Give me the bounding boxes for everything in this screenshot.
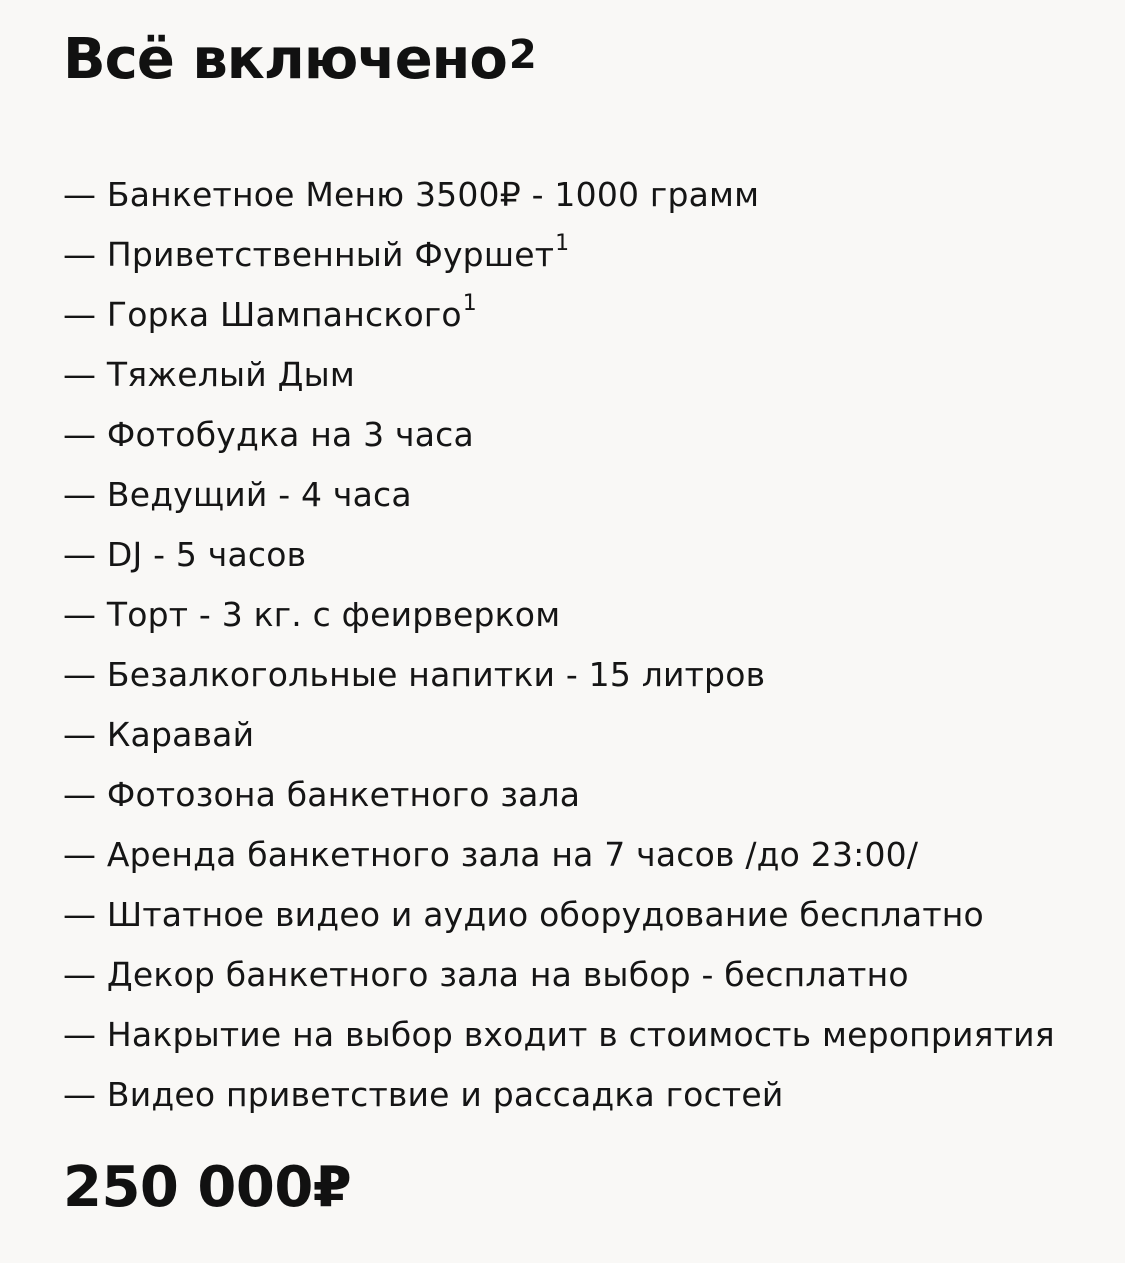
list-item-text: — Декор банкетного зала на выбор - бесплатно [63, 955, 909, 994]
list-item [63, 225, 1103, 285]
list-item-text: — Накрытие на выбор входит в стоимость мероприятия [63, 1015, 1055, 1054]
list-item [63, 825, 1103, 885]
list-item [63, 1005, 1103, 1065]
list-item [63, 405, 1103, 465]
package-card [63, 18, 1103, 1125]
list-item-text: — Безалкогольные напитки - 15 литров [63, 655, 766, 694]
list-item [63, 1065, 1103, 1125]
package-price: 250 000₽ [63, 1155, 352, 1220]
list-item [63, 345, 1103, 405]
list-item-footnote: 1 [555, 231, 570, 256]
package-title [63, 18, 1103, 102]
list-item-footnote: 1 [462, 291, 477, 316]
list-item [63, 885, 1103, 945]
list-item [63, 705, 1103, 765]
list-item-text: — Видео приветствие и рассадка гостей [63, 1075, 784, 1114]
list-item-text: — Ведущий - 4 часа [63, 475, 412, 514]
included-items-list [63, 165, 1103, 1125]
list-item-text: — Горка Шампанского [63, 295, 462, 334]
list-item [63, 645, 1103, 705]
list-item-text: — DJ - 5 часов [63, 535, 307, 574]
list-item-text: — Банкетное Меню 3500₽ - 1000 грамм [63, 175, 760, 214]
list-item [63, 765, 1103, 825]
list-item [63, 465, 1103, 525]
package-title-footnote: 2 [508, 32, 536, 78]
list-item-text: — Аренда банкетного зала на 7 часов /до 23:00/ [63, 835, 919, 874]
list-item [63, 585, 1103, 645]
list-item-text: — Фотобудка на 3 часа [63, 415, 474, 454]
list-item-text: — Приветственный Фуршет [63, 235, 555, 274]
list-item [63, 525, 1103, 585]
list-item-text: — Каравай [63, 715, 255, 754]
list-item [63, 285, 1103, 345]
package-title-text: Всё включено [63, 27, 507, 92]
list-item [63, 945, 1103, 1005]
list-item-text: — Штатное видео и аудио оборудование бесплатно [63, 895, 984, 934]
list-item-text: — Фотозона банкетного зала [63, 775, 581, 814]
list-item-text: — Тяжелый Дым [63, 355, 355, 394]
list-item-text: — Торт - 3 кг. с феирверком [63, 595, 561, 634]
list-item [63, 165, 1103, 225]
